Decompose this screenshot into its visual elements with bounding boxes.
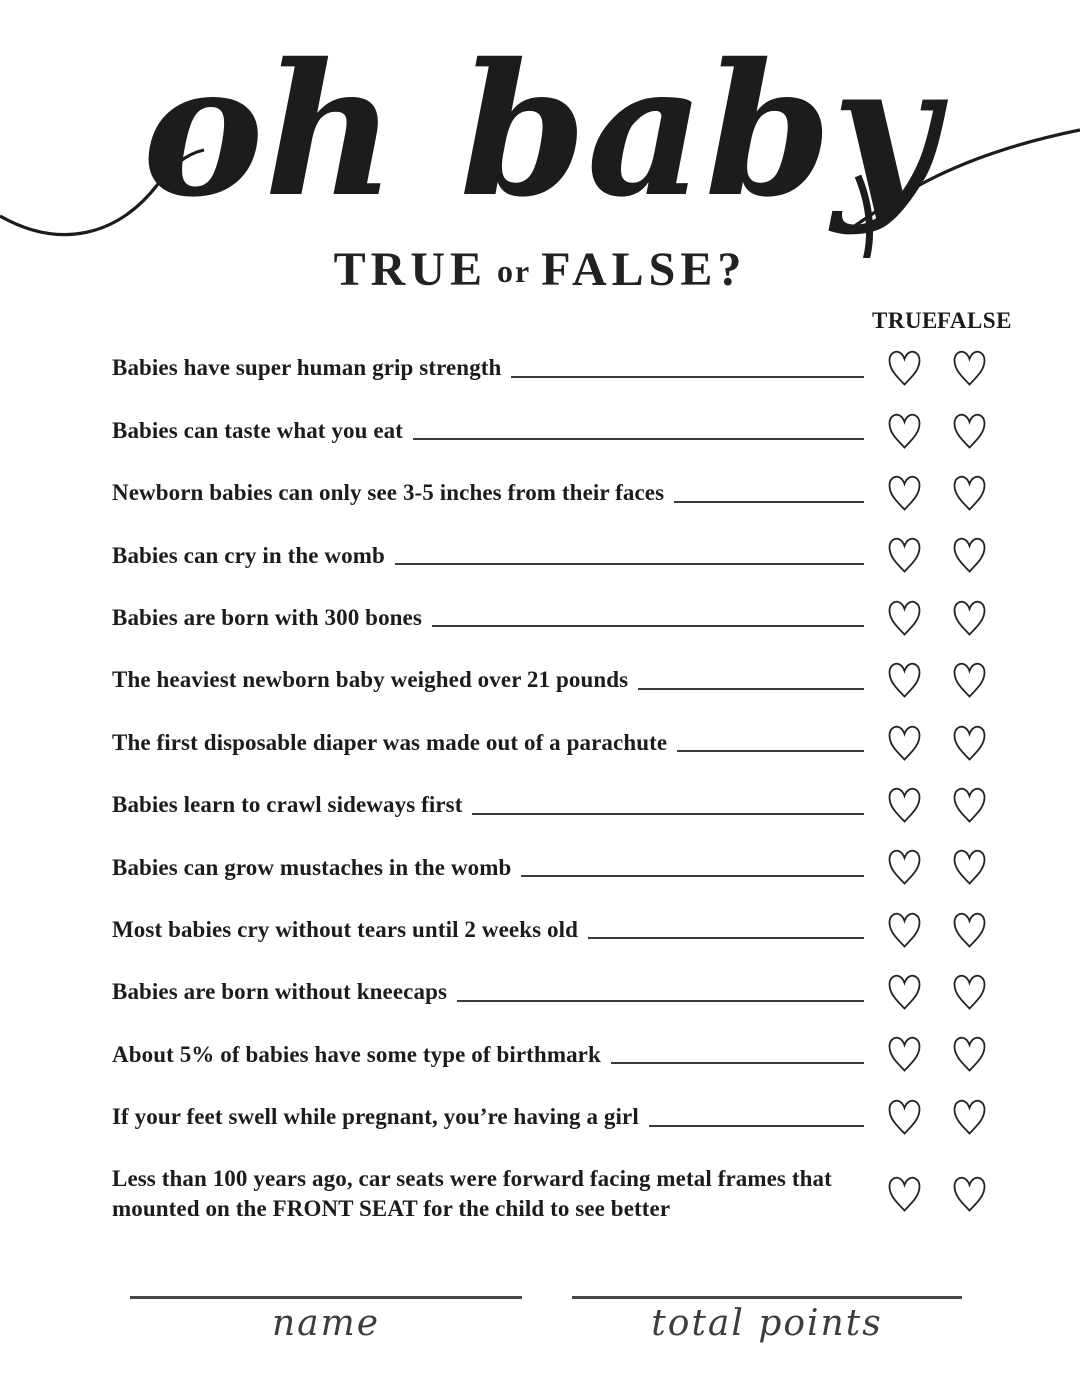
heart-outline-icon [886, 1034, 923, 1074]
question-row [112, 1023, 1002, 1085]
heart-outline-icon [951, 473, 988, 513]
answer-blank-line [511, 376, 864, 378]
subtitle-false-word: FALSE? [541, 243, 747, 296]
heart-outline-icon [951, 535, 988, 575]
heart-outline-icon [886, 1097, 923, 1137]
total-points-field [572, 1296, 962, 1344]
answer-blank-line [432, 625, 864, 627]
heart-outline-icon [951, 598, 988, 638]
heart-outline-icon [951, 972, 988, 1012]
answer-blank-line [395, 563, 864, 565]
false-heart-checkbox[interactable] [937, 1097, 1002, 1137]
true-heart-checkbox[interactable] [872, 598, 937, 638]
heart-outline-icon [951, 785, 988, 825]
false-heart-checkbox[interactable] [937, 473, 1002, 513]
heart-outline-icon [886, 723, 923, 763]
answer-blank-line [457, 1000, 864, 1002]
question-text: Less than 100 years ago, car seats were forward facing metal frames that mounted on the FRONT SEAT for the child to see better [112, 1166, 832, 1221]
heart-outline-icon [951, 1174, 988, 1214]
true-heart-checkbox[interactable] [872, 660, 937, 700]
answer-blank-line [677, 750, 864, 752]
answer-column-headers [112, 305, 1012, 337]
true-heart-checkbox[interactable] [872, 847, 937, 887]
true-heart-checkbox[interactable] [872, 535, 937, 575]
false-heart-checkbox[interactable] [937, 910, 1002, 950]
true-column-header: TRUE [872, 308, 938, 333]
title-banner [0, 8, 1080, 258]
true-heart-checkbox[interactable] [872, 785, 937, 825]
question-row [112, 711, 1002, 773]
name-label: name [271, 1303, 381, 1344]
name-field [130, 1296, 522, 1344]
false-heart-checkbox[interactable] [937, 411, 1002, 451]
question-text: Babies can grow mustaches in the womb [112, 854, 512, 880]
heart-outline-icon [886, 535, 923, 575]
heart-outline-icon [886, 910, 923, 950]
question-row [112, 774, 1002, 836]
heart-outline-icon [886, 847, 923, 887]
question-text: Babies are born without kneecaps [112, 979, 448, 1005]
heart-outline-icon [886, 598, 923, 638]
footer [0, 1296, 1080, 1386]
heart-outline-icon [951, 411, 988, 451]
page-title: oh baby [142, 23, 938, 237]
subtitle [0, 242, 1080, 297]
question-text: Babies can taste what you eat [112, 417, 404, 443]
question-text: The first disposable diaper was made out of a parachute [112, 729, 668, 755]
total-points-write-line[interactable] [572, 1296, 962, 1299]
question-text: Newborn babies can only see 3-5 inches from their faces [112, 480, 665, 506]
answer-blank-line [588, 937, 864, 939]
false-heart-checkbox[interactable] [937, 598, 1002, 638]
question-list-section [112, 305, 1012, 1223]
name-write-line[interactable] [130, 1296, 522, 1299]
heart-outline-icon [951, 723, 988, 763]
heart-outline-icon [886, 1174, 923, 1214]
heart-outline-icon [951, 348, 988, 388]
true-heart-checkbox[interactable] [872, 1174, 937, 1214]
total-points-label: total points [651, 1303, 883, 1344]
heart-outline-icon [951, 1097, 988, 1137]
false-heart-checkbox[interactable] [937, 535, 1002, 575]
question-row [112, 337, 1002, 399]
answer-blank-line [611, 1062, 864, 1064]
answer-blank-line [472, 813, 864, 815]
question-row [112, 836, 1002, 898]
question-text: Babies are born with 300 bones [112, 605, 422, 631]
false-heart-checkbox[interactable] [937, 660, 1002, 700]
true-heart-checkbox[interactable] [872, 972, 937, 1012]
false-heart-checkbox[interactable] [937, 1034, 1002, 1074]
question-row [112, 462, 1002, 524]
heart-outline-icon [951, 660, 988, 700]
false-heart-checkbox[interactable] [937, 785, 1002, 825]
subtitle-or-word: or [497, 253, 532, 289]
question-text: The heaviest newborn baby weighed over 21 pounds [112, 667, 629, 693]
true-heart-checkbox[interactable] [872, 348, 937, 388]
true-heart-checkbox[interactable] [872, 411, 937, 451]
answer-blank-line [521, 875, 864, 877]
heart-outline-icon [886, 660, 923, 700]
heart-outline-icon [886, 785, 923, 825]
answer-blank-line [638, 688, 864, 690]
false-heart-checkbox[interactable] [937, 1174, 1002, 1214]
question-row [112, 399, 1002, 461]
heart-outline-icon [951, 847, 988, 887]
false-heart-checkbox[interactable] [937, 847, 1002, 887]
question-row [112, 524, 1002, 586]
true-heart-checkbox[interactable] [872, 473, 937, 513]
heart-outline-icon [886, 473, 923, 513]
heart-outline-icon [951, 1034, 988, 1074]
question-row [112, 649, 1002, 711]
question-text: If your feet swell while pregnant, you’re having a girl [112, 1104, 639, 1130]
question-text: Babies can cry in the womb [112, 542, 385, 568]
heart-outline-icon [886, 972, 923, 1012]
true-heart-checkbox[interactable] [872, 723, 937, 763]
question-rows [112, 337, 1002, 1223]
true-heart-checkbox[interactable] [872, 1034, 937, 1074]
question-row [112, 1148, 1002, 1223]
question-text: Babies have super human grip strength [112, 355, 502, 381]
true-heart-checkbox[interactable] [872, 1097, 937, 1137]
answer-blank-line [649, 1125, 864, 1127]
false-column-header: FALSE [937, 308, 1012, 333]
question-row [112, 899, 1002, 961]
question-row [112, 587, 1002, 649]
answer-blank-line [674, 501, 864, 503]
question-row [112, 961, 1002, 1023]
heart-outline-icon [886, 348, 923, 388]
question-text: Babies learn to crawl sideways first [112, 792, 463, 818]
false-heart-checkbox[interactable] [937, 723, 1002, 763]
true-heart-checkbox[interactable] [872, 910, 937, 950]
question-row [112, 1086, 1002, 1148]
false-heart-checkbox[interactable] [937, 972, 1002, 1012]
false-heart-checkbox[interactable] [937, 348, 1002, 388]
heart-outline-icon [951, 910, 988, 950]
question-text: About 5% of babies have some type of birthmark [112, 1041, 601, 1067]
question-text: Most babies cry without tears until 2 weeks old [112, 916, 578, 942]
subtitle-true-word: TRUE [333, 243, 487, 296]
heart-outline-icon [886, 411, 923, 451]
answer-blank-line [413, 438, 864, 440]
